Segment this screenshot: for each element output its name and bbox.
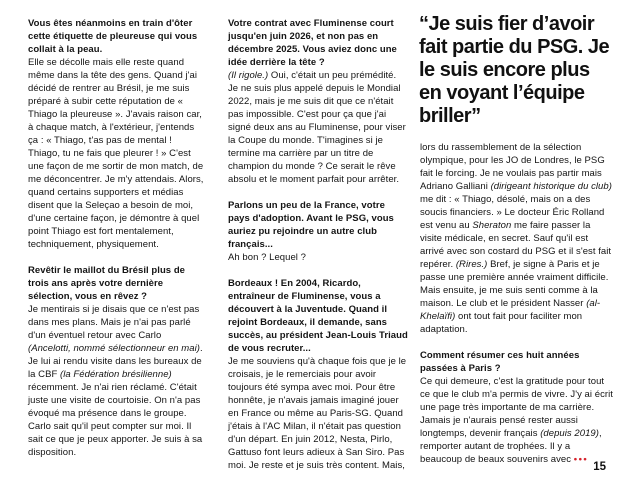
page-number: 15 (593, 461, 606, 473)
article-column-3 (420, 13, 614, 466)
interview-answer (228, 355, 409, 472)
article-column-1 (28, 17, 206, 459)
text-run: me faire passer la visite médicale, en secret. Sauf qu'il est arrivé avec son costard du PSG et il s'est fait repérer. (420, 220, 612, 270)
interview-answer (228, 69, 409, 186)
text-run: Votre contrat avec Fluminense court jusqu'en juin 2026, et non pas en décembre 2025. Vous aviez donc une idée derrière la tête ? (228, 18, 397, 68)
text-run: Ah bon ? Lequel ? (228, 252, 306, 263)
italic-aside: (Ancelotti, nommé sélectionneur en mai) (28, 343, 200, 354)
italic-aside: (Rires.) (455, 259, 488, 270)
text-run: lors du rassemblement de la sélection olympique, pour les JO de Londres, le PSG fait le forcing. Je ne voulais pas partir mais Adriano Galliani (420, 142, 605, 192)
text-run: Je me souviens qu'à chaque fois que je le croisais, je le remerciais pour avoir toujours été sympa avec moi. Pour être honnête, je n'avais jamais imaginé jouer en France ou même au Paris-SG. Quand j'étais à l'AC Milan, il n'était pas question d'un départ. En juin 2012, Nesta, Pirlo, Gattuso font leurs adieux à San Siro. Pas moi. Je reste et je suis très content. Mais, (228, 356, 407, 471)
interview-answer (420, 141, 614, 336)
italic-aside: Sheraton (472, 220, 512, 231)
text-run: Revêtir le maillot du Brésil plus de trois ans après votre dernière sélection, vous en rêvez ? (28, 265, 186, 302)
text-run: Parlons un peu de la France, votre pays d'adoption. Avant le PSG, vous auriez pu rejoindre un autre club français... (228, 200, 394, 250)
article-column-2 (228, 17, 409, 472)
italic-aside: (depuis 2019) (540, 428, 599, 439)
text-run: ont tout fait pour faciliter mon adaptation. (420, 311, 583, 335)
italic-aside: (Il rigole.) (228, 70, 269, 81)
interview-answer (28, 303, 206, 459)
interview-answer (28, 56, 206, 251)
text-run: . Je lui ai rendu visite dans les bureaux de la CBF (28, 343, 203, 380)
pull-quote: “Je suis fier d’avoir fait partie du PSG. Je le suis encore plus en voyant l’équipe briller” (419, 13, 610, 127)
text-run: récemment. Je n'ai rien réclamé. C'était juste une visite de courtoisie. On n'a pas évoqué ma présence dans le groupe. Carlo sait qu'il peut compter sur moi. Il sait ce que je peux apporter. Je suis à sa disposition. (28, 382, 203, 458)
interview-answer (228, 251, 409, 264)
text-run: Comment résumer ces huit années passées à Paris ? (420, 350, 580, 374)
italic-aside: (la Fédération brésilienne) (60, 369, 172, 380)
text-run: Je mentirais si je disais que ce n'est pas dans mes plans. Mais je n'ai pas parlé d'un éventuel retour avec Carlo (28, 304, 200, 341)
text-run: , remporter autant de trophées. Il y a beaucoup de beaux souvenirs avec (420, 428, 602, 465)
text-run: Oui, c'était un peu prémédité. Je ne suis plus appelé depuis le Mondial 2022, mais je me suis dit que ce n'était pas impossible. C'est pour ça que j'ai signé deux ans au Fluminense, pour viser la Coupe du monde. T'imagines si je termine ma carrière par un titre de champion du monde ? Ce serait le rêve absolu et le moment parfait pour arrêter. (228, 70, 406, 185)
interview-question (28, 17, 206, 56)
text-run: Elle se décolle mais elle reste quand même dans la tête des gens. Quand j'ai décidé de rentrer au Brésil, je me suis préparé à subir cette réputation de « Thiago la pleureuse ». J'avais raison car, à chaque match, à l'extérieur, j'entends ça : « Thiago, t'as pas de mental ! Thiago, tu ne fais que pleurer ! » C'est une façon de me sortir de mon match, de me déconcentrer. Je m'y attendais. Alors, quand certains supporters et médias disent que la Seleçao a besoin de moi, d'une certaine façon, je démontre à quel point Thiago est fort mentalement, techniquement, physiquement. (28, 57, 204, 250)
interview-question (228, 199, 409, 251)
text-run: me dit : « Thiago, désolé, mais on a des soucis financiers. » Le docteur Éric Rolland est venu au (420, 194, 605, 231)
interview-question (28, 264, 206, 303)
text-run: Bref, je signe à Paris et je passe une première année vraiment difficile. Mais ensuite, je me suis senti comme à la maison. Le club et le président Nasser (420, 259, 609, 309)
text-run: Ce qui demeure, c'est la gratitude pour tout ce que le club m'a permis de vivre. J'y ai écrit une page très importante de ma carrière. Jamais je n'aurais pensé rester aussi longtemps, devenir français (420, 376, 613, 439)
interview-question (228, 277, 409, 355)
interview-answer (420, 375, 614, 466)
interview-question (228, 17, 409, 69)
interview-question (420, 349, 614, 375)
italic-aside: (dirigeant historique du club) (490, 181, 612, 192)
text-run: Bordeaux ! En 2004, Ricardo, entraîneur de Fluminense, vous a découvert à la Juventude. Quand il rejoint Bordeaux, il demande, sans succès, au président Jean-Louis Triaud de vous recruter... (228, 278, 408, 354)
italic-aside: (al-Khelaïfi) (420, 298, 601, 322)
continuation-dots-icon: ••• (573, 454, 589, 465)
text-run: Vous êtes néanmoins en train d'ôter cette étiquette de pleureuse qui vous collait à la peau. (28, 18, 198, 55)
